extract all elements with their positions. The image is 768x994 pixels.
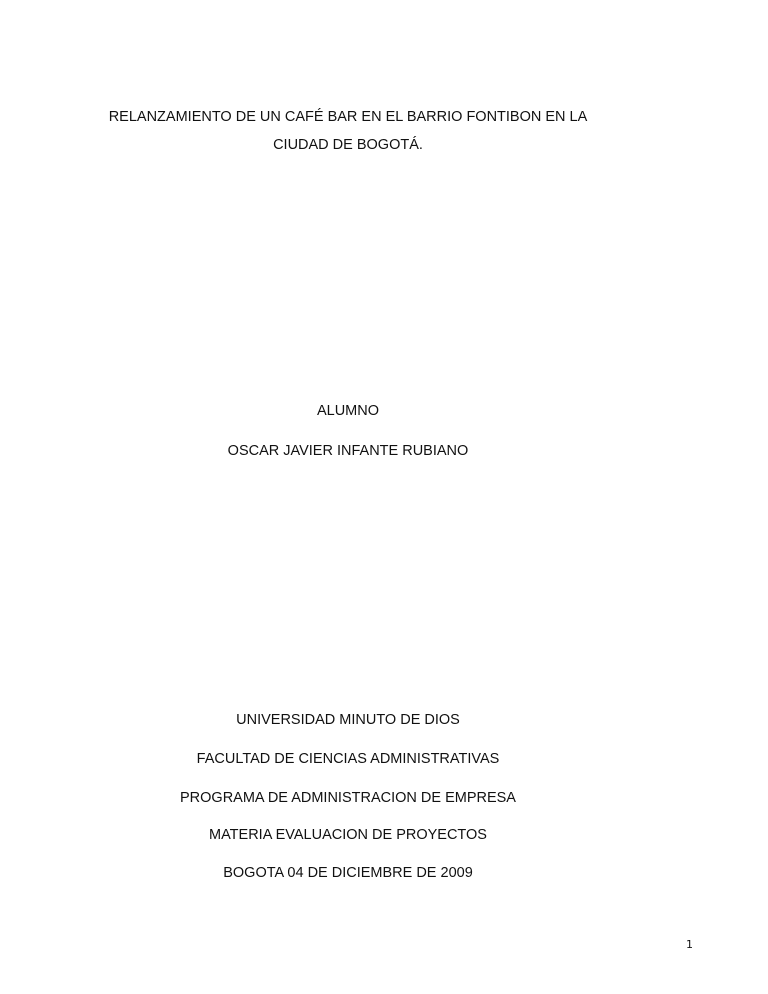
date-line: BOGOTA 04 DE DICIEMBRE DE 2009 (223, 865, 473, 881)
student-label: ALUMNO (316, 403, 380, 419)
document-title-line-2: CIUDAD DE BOGOTÁ. (273, 137, 423, 153)
student-name: OSCAR JAVIER INFANTE RUBIANO (227, 443, 469, 459)
page-number: 1 (686, 938, 693, 951)
course-name: MATERIA EVALUACION DE PROYECTOS (209, 827, 487, 843)
faculty-name: FACULTAD DE CIENCIAS ADMINISTRATIVAS (196, 751, 500, 767)
university-name: UNIVERSIDAD MINUTO DE DIOS (236, 712, 460, 728)
program-name: PROGRAMA DE ADMINISTRACION DE EMPRESA (180, 790, 516, 806)
document-title-line-1: RELANZAMIENTO DE UN CAFÉ BAR EN EL BARRIO FONTIBON EN LA (108, 109, 588, 125)
